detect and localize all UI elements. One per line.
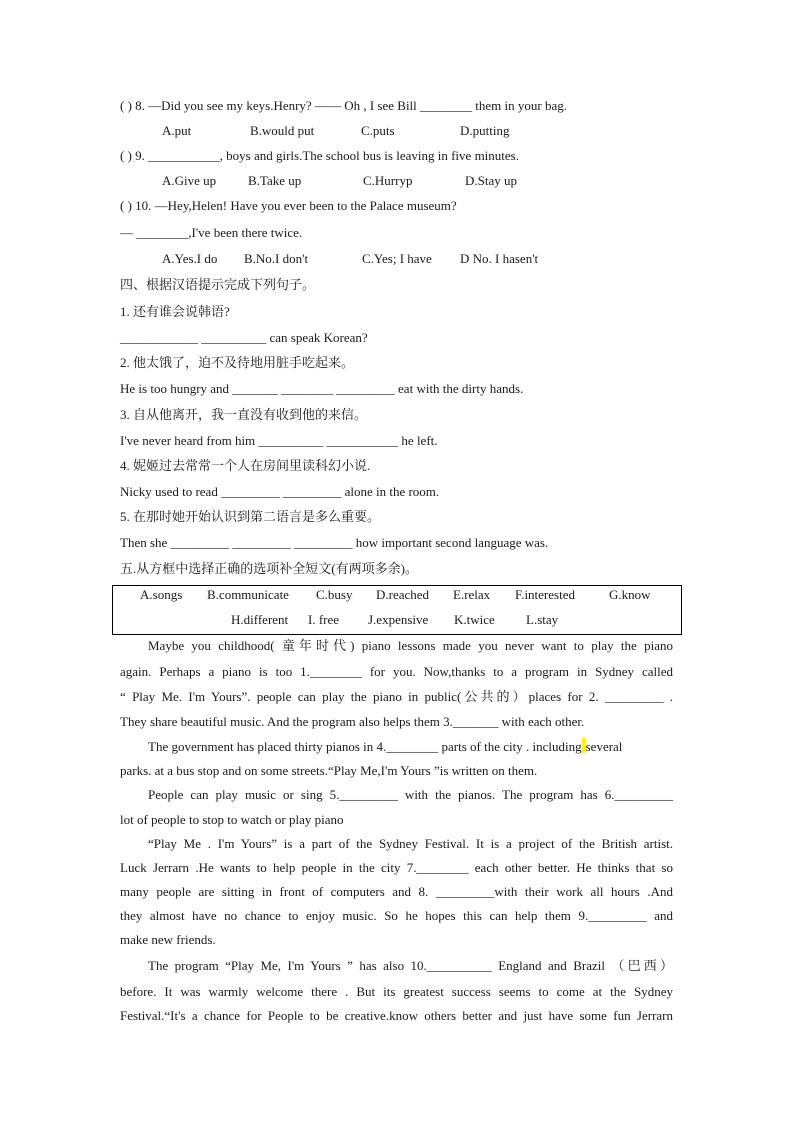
passage-text: The government has placed thirty pianos in 4.________ parts of the city . including xyxy=(148,739,582,754)
word-option: D.reached xyxy=(376,587,430,602)
passage-line: before. It was warmly welcome there . But its greatest success seems to come at the Sydney xyxy=(120,984,673,999)
passage-line: lot of people to stop to watch or play piano xyxy=(120,812,344,827)
section-4-item-4-chinese: 4. 妮姬过去常常一个人在房间里读科幻小说. xyxy=(120,458,371,473)
option-b: B.would put xyxy=(250,123,315,138)
passage-line: People can play music or sing 5._________ with the pianos. The program has 6._________ xyxy=(148,787,673,802)
passage-line: Maybe you childhood( 童年时代) piano lessons made you never want to play the piano xyxy=(148,638,673,653)
section-4-item-1-english: ____________ __________ can speak Korean? xyxy=(120,330,368,345)
option-b: B.Take up xyxy=(248,173,302,188)
question-10-stem: ( ) 10. —Hey,Helen! Have you ever been to the Palace museum? xyxy=(120,198,457,213)
section-4-heading: 四、根据汉语提示完成下列句子。 xyxy=(120,277,316,292)
word-option: K.twice xyxy=(454,612,495,627)
passage-line: “Play Me . I'm Yours” is a part of the Sydney Festival. It is a project of the British artist. xyxy=(148,836,673,851)
option-d: D No. I hasen't xyxy=(460,251,539,266)
word-option: L.stay xyxy=(526,612,559,627)
word-option: A.songs xyxy=(140,587,183,602)
question-8-stem: ( ) 8. —Did you see my keys.Henry? —— Oh , I see Bill ________ them in your bag. xyxy=(120,98,567,113)
word-option: C.busy xyxy=(316,587,353,602)
word-option: J.expensive xyxy=(368,612,429,627)
section-4-item-5-chinese: 5. 在那时她开始认识到第二语言是多么重要。 xyxy=(120,509,381,524)
section-4-item-1-chinese: 1. 还有谁会说韩语? xyxy=(120,304,230,319)
passage-line: Luck Jerrarn .He wants to help people in the city 7.________ each other better. He thinks that so xyxy=(120,860,673,875)
option-a: A.Give up xyxy=(162,173,217,188)
section-5-heading: 五.从方框中选择正确的选项补全短文(有两项多余)。 xyxy=(120,561,418,576)
passage-line: The program “Play Me, I'm Yours ” has also 10.__________ England and Brazil （巴西） xyxy=(148,958,673,973)
word-option: H.different xyxy=(231,612,289,627)
passage-line: again. Perhaps a piano is too 1.________ for you. Now,thanks to a program in Sydney called xyxy=(120,664,673,679)
passage-line: make new friends. xyxy=(120,932,216,947)
option-d: D.putting xyxy=(460,123,510,138)
word-option: G.know xyxy=(609,587,651,602)
option-b: B.No.I don't xyxy=(244,251,309,266)
section-4-item-4-english: Nicky used to read _________ _________ alone in the room. xyxy=(120,484,440,499)
option-c: C.Hurryp xyxy=(363,173,413,188)
section-4-item-2-english: He is too hungry and _______ ________ _________ eat with the dirty hands. xyxy=(120,381,524,396)
passage-line: They share beautiful music. And the program also helps them 3._______ with each other. xyxy=(120,714,585,729)
word-option: B.communicate xyxy=(207,587,289,602)
option-d: D.Stay up xyxy=(465,173,517,188)
section-4-item-3-chinese: 3. 自从他离开，我一直没有收到他的来信。 xyxy=(120,407,368,422)
passage-line: Festival.“It's a chance for People to be creative.know others better and just have some fun Jerrarn xyxy=(120,1008,673,1023)
word-option: F.interested xyxy=(515,587,575,602)
passage-line: they almost have no chance to enjoy music. So he hopes this can help them 9._________ and xyxy=(120,908,673,923)
option-c: C.Yes; I have xyxy=(362,251,432,266)
option-c: C.puts xyxy=(361,123,395,138)
question-10-reply: — ________,I've been there twice. xyxy=(120,225,303,240)
word-bank-box xyxy=(112,585,682,635)
passage-line: parks. at a bus stop and on some streets.“Play Me,I'm Yours ”is written on them. xyxy=(120,763,538,778)
passage-text: several xyxy=(585,739,623,754)
word-option: I. free xyxy=(308,612,340,627)
section-4-item-5-english: Then she _________ _________ _________ how important second language was. xyxy=(120,535,549,550)
passage-line: many people are sitting in front of computers and 8. _________with their work all hours .And xyxy=(120,884,673,899)
word-option: E.relax xyxy=(453,587,491,602)
passage-line-with-highlight xyxy=(148,738,673,756)
section-4-item-3-english: I've never heard from him __________ ___________ he left. xyxy=(120,433,438,448)
option-a: A.put xyxy=(162,123,192,138)
question-9-stem: ( ) 9. ___________, boys and girls.The school bus is leaving in five minutes. xyxy=(120,148,519,163)
section-4-item-2-chinese: 2. 他太饿了，迫不及待地用脏手吃起来。 xyxy=(120,355,355,370)
passage-line: “ Play Me. I'm Yours”. people can play the piano in public(公共的）places for 2. _________ . xyxy=(120,689,673,704)
option-a: A.Yes.I do xyxy=(162,251,218,266)
